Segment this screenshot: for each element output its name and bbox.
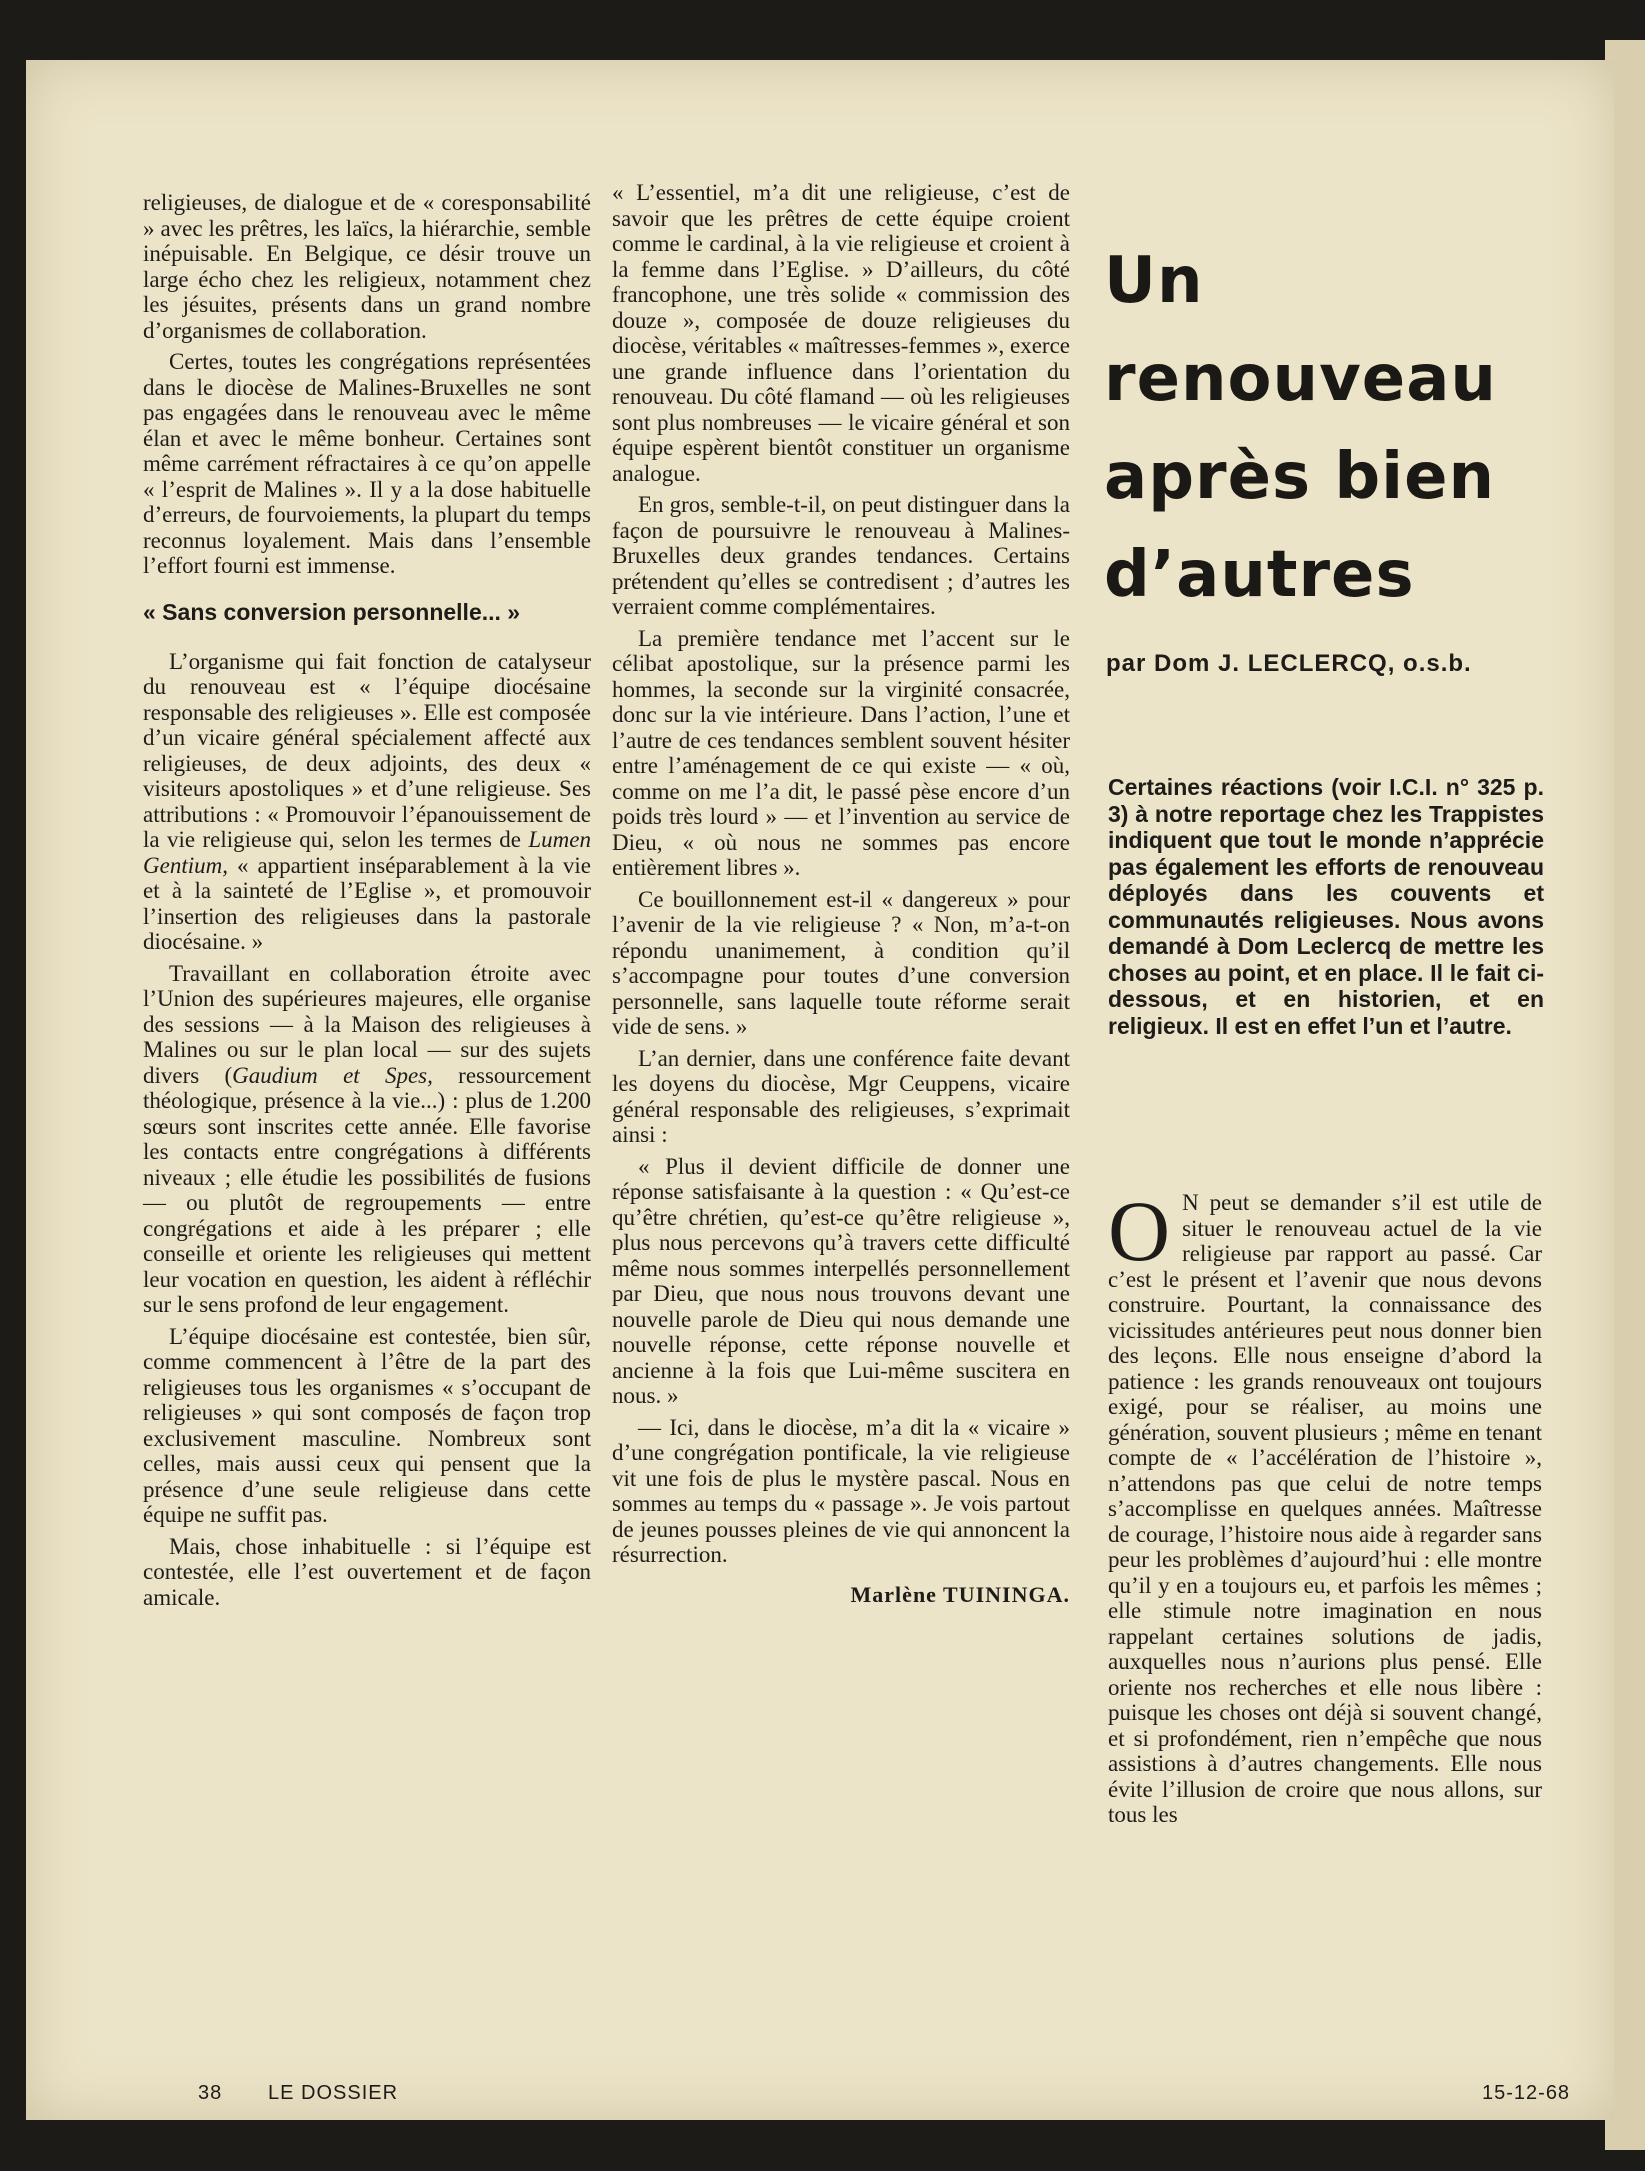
paragraph: En gros, semble-t-il, on peut distinguer dans la façon de poursuivre le renouveau à Malines-Bruxelles deux grandes tendances. Certains prétendent qu’elles se contredisent ; d’autres les verraient comme complémentaires. — [612, 492, 1070, 619]
paragraph: « Plus il devient difficile de donner une réponse satisfaisante à la question : « Qu’est-ce qu’être chrétien, qu’est-ce qu’être religieuse », plus nous percevons qu’à travers cette difficulté même nous sommes interpellés personnellement par Dieu, que nous nous trouvons devant une nouvelle parole de Dieu qui nous demande une nouvelle réponse, cette réponse nouvelle et ancienne à la fois que Lui-même suscitera en nous. » — [612, 1153, 1070, 1408]
magazine-page — [26, 60, 1614, 2120]
drop-cap: O — [1108, 1183, 1171, 1279]
byline: par Dom J. LECLERCQ, o.s.b. — [1106, 650, 1472, 677]
paragraph: « L’essentiel, m’a dit une religieuse, c’est de savoir que les prêtres de cette équipe croient comme le cardinal, à la vie religieuse et croient à la femme dans l’Eglise. » D’ailleurs, du côté francophone, une très solide « commission des douze », composée de douze religieuses du diocèse, véritables « maîtresses-femmes », exerce une grande influence dans l’orientation du renouveau. Du côté flamand — où les religieuses sont plus nombreuses — le vicaire général et son équipe espèrent bientôt constituer un organisme analogue. — [612, 180, 1070, 486]
article-headline — [1104, 232, 1574, 624]
paragraph: — Ici, dans le diocèse, m’a dit la « vicaire » d’une congrégation pontificale, la vie religieuse vit une fois de plus le mystère pascal. Nous en sommes au temps du « passage ». Je vois partout de jeunes pousses pleines de vie qui annoncent la résurrection. — [612, 1414, 1070, 1567]
paragraph: Mais, chose inhabituelle : si l’équipe est contestée, elle l’est ouvertement et de façon amicale. — [143, 1533, 591, 1610]
issue-date: 15-12-68 — [1482, 2082, 1571, 2104]
italic-title: Gaudium et Spes, — [232, 1062, 433, 1088]
column-3 — [1108, 1183, 1542, 1834]
headline-line: renouveau — [1104, 342, 1497, 416]
author-signature: Marlène TUININGA. — [850, 1581, 1070, 1607]
paragraph: L’équipe diocésaine est contestée, bien sûr, comme commencent à l’être de la part des religieuses tous les organismes « s’occupant de religieuses » qui sont composés de façon trop exclusivement masculine. Nombreux sont celles, mais aussi ceux qui pensent que la présence d’une seule religieuse dans cette équipe ne suffit pas. — [143, 1323, 591, 1527]
paragraph: Ce bouillonnement est-il « dangereux » pour l’avenir de la vie religieuse ? « Non, m’a-t-on répondu unanimement, à condition qu’il s’accompagne pour toutes d’une conversion personnelle, sans laquelle toute réforme serait vide de sens. » — [612, 886, 1070, 1039]
paragraph: L’organisme qui fait fonction de catalyseur du renouveau est « l’équipe diocésaine responsable des religieuses ». Elle est composée d’un vicaire général spécialement affecté aux religieuses, de deux adjoints, des deux « visiteurs apostoliques » et d’une religieuse. Ses attributions : « Promouvoir l’épanouissement de la vie religieuse qui, selon les termes de Lumen Gentium, « appartient inséparablement à la vie et à la sainteté de l’Eglise », et promouvoir l’insertion des religieuses dans la pastorale diocésaine. » — [143, 648, 591, 954]
paragraph: Travaillant en collaboration étroite avec l’Union des supérieures majeures, elle organise des sessions — à la Maison des religieuses à Malines ou sur le plan local — sur des sujets divers (Gaudium et Spes, ressourcement théologique, présence à la vie...) : plus de 1.200 sœurs sont inscrites cette année. Elle favorise les contacts entre congrégations à différents niveaux ; elle étudie les possibilités de fusions — ou plutôt de regroupements — entre congrégations et aide à les préparer ; elle conseille et oriente les religieuses qui mettent leur vocation en question, les aident à réfléchir sur le sens profond de leur engagement. — [143, 960, 591, 1317]
headline-line: après bien — [1104, 440, 1496, 514]
headline-line: Un — [1104, 244, 1204, 318]
paragraph: N peut se demander s’il est utile de situer le renouveau actuel de la vie religieuse par rapport au passé. Car c’est le présent et l’avenir que nous devons construire. Pourtant, la connaissance des vicissitudes antérieures peut nous donner bien des leçons. Elle nous enseigne d’abord la patience : les grands renouveaux ont toujours exigé, pour se réaliser, au moins une génération, souvent plusieurs ; même en tenant compte de « l’accélération de l’histoire », n’attendons pas que celui de notre temps s’accomplisse en quelques années. Maîtresse de courage, l’histoire nous aide à regarder sans peur les problèmes d’aujourd’hui : elle montre qu’il y en a toujours eu, et parfois les mêmes ; elle stimule notre imagination en nous rappelant certaines solutions de jadis, auxquelles nous n’aurions plus pensé. Elle oriente nos recherches et elle nous libère : puisque les choses ont déjà si souvent changé, et si profondément, rien n’empêche que nous assistions à d’autres changements. Elle nous évite l’illusion de croire que nous allons, sur tous les — [1108, 1190, 1542, 1827]
section-subheading: « Sans conversion personnelle... » — [143, 598, 521, 625]
column-1 — [143, 190, 591, 1616]
paragraph: La première tendance met l’accent sur le célibat apostolique, sur la présence parmi les hommes, la seconde sur la virginité consacrée, donc sur la vie intérieure. Dans l’action, l’une et l’autre de ces tendances semblent souvent hésiter entre l’aménagement de ce qui existe — « où, comme on me l’a dit, le passé pèse encore d’un poids très lourd » — et l’invention au service de Dieu, « où nous ne sommes pas encore entièrement libres ». — [612, 625, 1070, 880]
paragraph: Certes, toutes les congrégations représentées dans le diocèse de Malines-Bruxelles ne sont pas engagées dans le renouveau avec le même élan et avec le même bonheur. Certaines sont même carrément réfractaires à ce qu’on appelle « l’esprit de Malines ». Il y a la dose habituelle d’erreurs, de fourvoiements, la plupart du temps reconnus loyalement. Mais dans l’ensemble l’effort fourni est immense. — [143, 349, 591, 578]
headline-line: d’autres — [1104, 538, 1415, 612]
paragraph: L’an dernier, dans une conférence faite devant les doyens du diocèse, Mgr Ceuppens, vicaire général responsable des religieuses, s’exprimait ainsi : — [612, 1045, 1070, 1147]
italic-title: Lumen Gentium, — [143, 827, 591, 878]
column-2 — [612, 180, 1070, 1607]
intro-paragraph: Certaines réactions (voir I.C.I. n° 325 p. 3) à notre reportage chez les Trappistes indiquent que tout le monde n’apprécie pas également les efforts de renouveau déployés dans les couvents et communautés religieuses. Nous avons demandé à Dom Leclercq de mettre les choses au point, et en place. Il le fait ci-dessous, et en historien, et en religieux. Il est en effet l’un et l’autre. — [1108, 774, 1544, 1039]
page-number: 38 — [198, 2082, 223, 2104]
paragraph: religieuses, de dialogue et de « coresponsabilité » avec les prêtres, les laïcs, la hiérarchie, semble inépuisable. En Belgique, ce désir trouve un large écho chez les religieux, notamment chez les jésuites, présents dans un grand nombre d’organismes de collaboration. — [143, 190, 591, 343]
section-name: LE DOSSIER — [268, 2082, 399, 2104]
